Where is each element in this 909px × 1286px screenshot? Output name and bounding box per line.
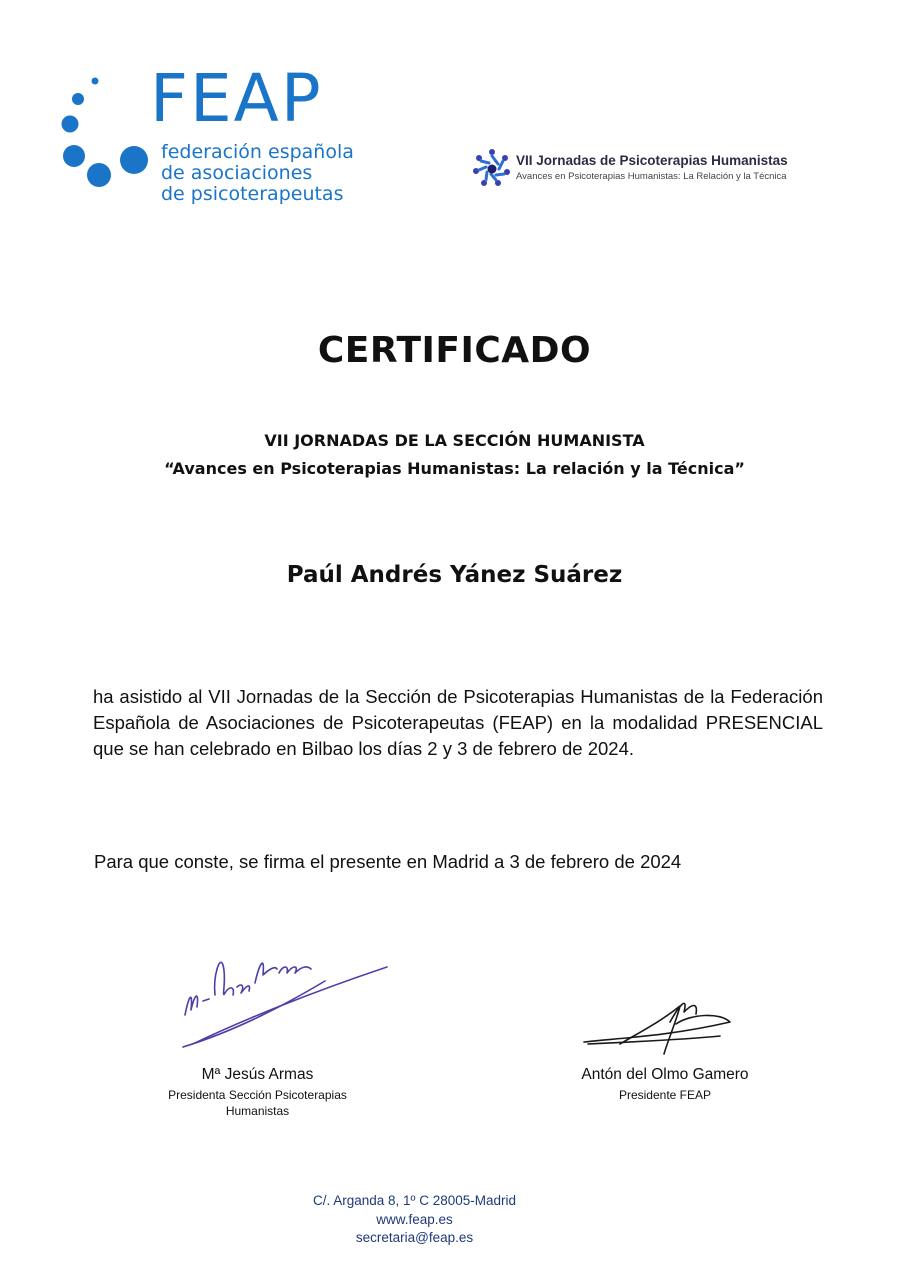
jornadas-title: VII Jornadas de Psicoterapias Humanistas bbox=[516, 153, 788, 168]
certificate-title: CERTIFICADO bbox=[317, 330, 592, 371]
signer-role-line: Humanistas bbox=[225, 1104, 290, 1118]
people-circle-icon bbox=[472, 148, 512, 190]
footer-email[interactable]: secretaria@feap.es bbox=[355, 1230, 474, 1245]
event-line-1: VII JORNADAS DE LA SECCIÓN HUMANISTA bbox=[264, 431, 645, 450]
feap-subtitle-line: de psicoterapeutas bbox=[161, 183, 344, 205]
signer-role bbox=[150, 1087, 365, 1119]
feap-subtitle bbox=[161, 142, 354, 205]
footer bbox=[0, 1192, 829, 1248]
signer-role-line: Presidente FEAP bbox=[618, 1088, 712, 1102]
signature-armas-icon bbox=[175, 935, 395, 1055]
footer-address: C/. Arganda 8, 1º C 28005-Madrid bbox=[312, 1193, 517, 1208]
event-heading bbox=[0, 427, 909, 483]
signature-olmo-icon bbox=[580, 992, 740, 1062]
event-line-2: “Avances en Psicoterapias Humanistas: La relación y la Técnica” bbox=[164, 459, 745, 478]
recipient-name: Paúl Andrés Yánez Suárez bbox=[286, 562, 623, 588]
footer-website[interactable]: www.feap.es bbox=[376, 1211, 453, 1227]
signer-name: Mª Jesús Armas bbox=[201, 1066, 314, 1083]
jornadas-logo bbox=[472, 148, 812, 190]
feap-dots-icon bbox=[58, 72, 158, 192]
signer-role bbox=[560, 1087, 770, 1103]
signer-role-line: Presidenta Sección Psicoterapias bbox=[168, 1088, 347, 1102]
jornadas-subtitle: Avances en Psicoterapias Humanistas: La Relación y la Técnica bbox=[516, 171, 787, 182]
signer-armas bbox=[150, 1066, 365, 1119]
signer-olmo bbox=[560, 1066, 770, 1103]
feap-subtitle-line: federación española bbox=[161, 141, 354, 163]
signer-name: Antón del Olmo Gamero bbox=[581, 1066, 749, 1083]
closing-statement: Para que conste, se firma el presente en Madrid a 3 de febrero de 2024 bbox=[94, 851, 682, 872]
feap-logo bbox=[58, 60, 358, 212]
certificate-body: ha asistido al VII Jornadas de la Sección de Psicoterapias Humanistas de la Federación Española de Asociaciones de Psicoterapeutas (FEAP) en la modalidad PRESENCIAL que se han celebrado en Bilbao los días 2 y 3 de febrero de 2024. bbox=[93, 686, 823, 759]
feap-acronym: FEAP bbox=[150, 60, 323, 137]
feap-subtitle-line: de asociaciones bbox=[161, 162, 313, 184]
